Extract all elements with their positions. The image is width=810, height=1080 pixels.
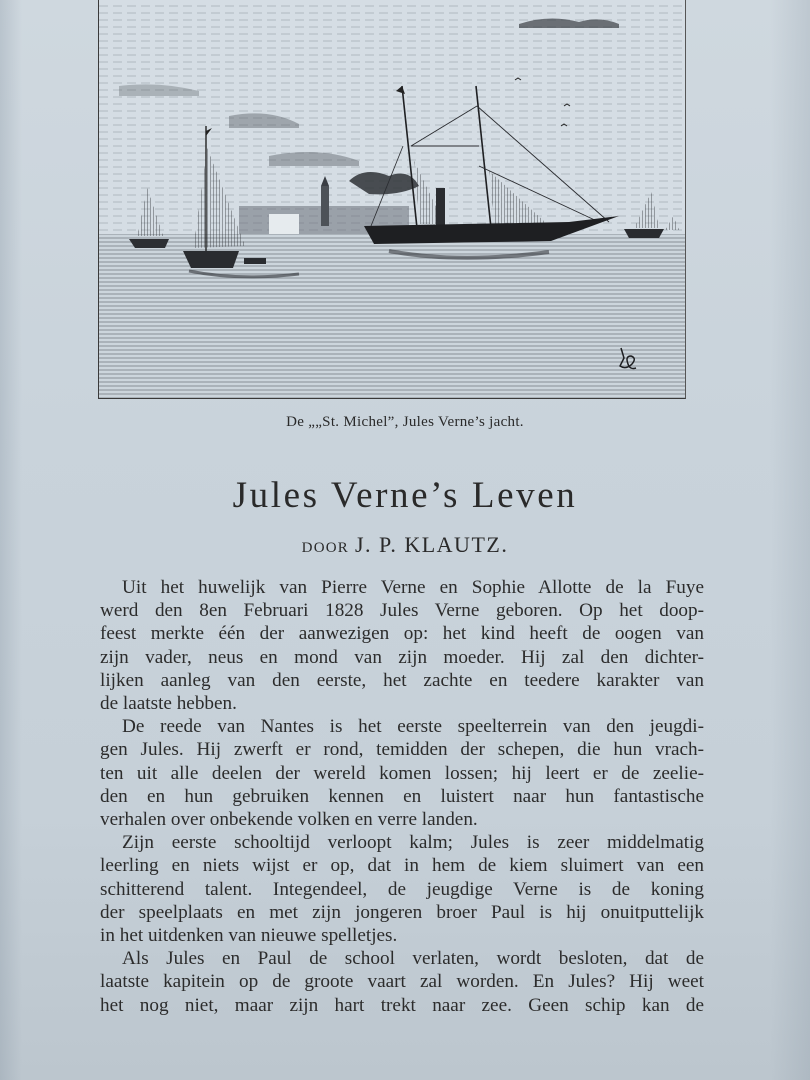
text-line: Uit het huwelijk van Pierre Verne en Sophie Allotte de la Fuye (122, 577, 704, 598)
paragraph-1 (100, 576, 704, 715)
text-line: De reede van Nantes is het eerste speelterrein van den jeugdi- (122, 716, 704, 738)
text-line: Zijn eerste schooltijd verloopt kalm; Jules is zeer middelmatig (122, 832, 704, 854)
text-line: gen Jules. Hij zwerft er rond, temidden der schepen, die hun vrach- (100, 739, 704, 761)
article-title: Jules Verne’s Leven (232, 475, 578, 516)
text-line: de laatste hebben. (100, 693, 237, 715)
text-line: het nog niet, maar zijn hart trekt naar zee. Geen schip kan de (100, 994, 704, 1016)
text-line: verhalen over onbekende volken en verre landen. (100, 809, 478, 831)
author-name: J. P. KLAUTZ. (354, 532, 509, 557)
paragraph-3 (100, 831, 704, 947)
text-line: feest merkte één der aanwezigen op: het kind heeft de oogen van (100, 623, 704, 645)
text-line: der speelplaats en met zijn jongeren broer Paul is hij onuitputtelijk (100, 901, 704, 923)
byline-prefix: DOOR (301, 540, 349, 556)
text-line: werd den 8en Februari 1828 Jules Verne geboren. Op het doop- (100, 600, 704, 622)
text-line: den en hun gebruiken kennen en luistert naar hun fantastische (100, 785, 704, 807)
article-byline (0, 532, 810, 558)
text-line: zijn vader, neus en mond van zijn moeder. Hij zal den dichter- (100, 646, 704, 668)
text-line: leerling en niets wijst er op, dat in hem de kiem sluimert van een (100, 855, 704, 877)
text-line: laatste kapitein op de groote vaart zal worden. En Jules? Hij weet (100, 971, 704, 993)
article-body (100, 576, 704, 1017)
ship-engraving-illustration (98, 0, 686, 399)
text-line: ten uit alle deelen der wereld komen lossen; hij leert er de zeelie- (100, 762, 704, 784)
text-line: Als Jules en Paul de school verlaten, wordt besloten, dat de (122, 948, 704, 970)
illustration-caption: De „„St. Michel”, Jules Verne’s jacht. (286, 414, 524, 430)
paragraph-4 (100, 947, 704, 1017)
paragraph-2 (100, 715, 704, 831)
text-line: lijken aanleg van den eerste, het zachte en teedere karakter van (100, 669, 704, 691)
text-line: schitterend talent. Integendeel, de jeugdige Verne is de koning (100, 878, 704, 900)
text-line: in het uitdenken van nieuwe spelletjes. (100, 925, 398, 947)
